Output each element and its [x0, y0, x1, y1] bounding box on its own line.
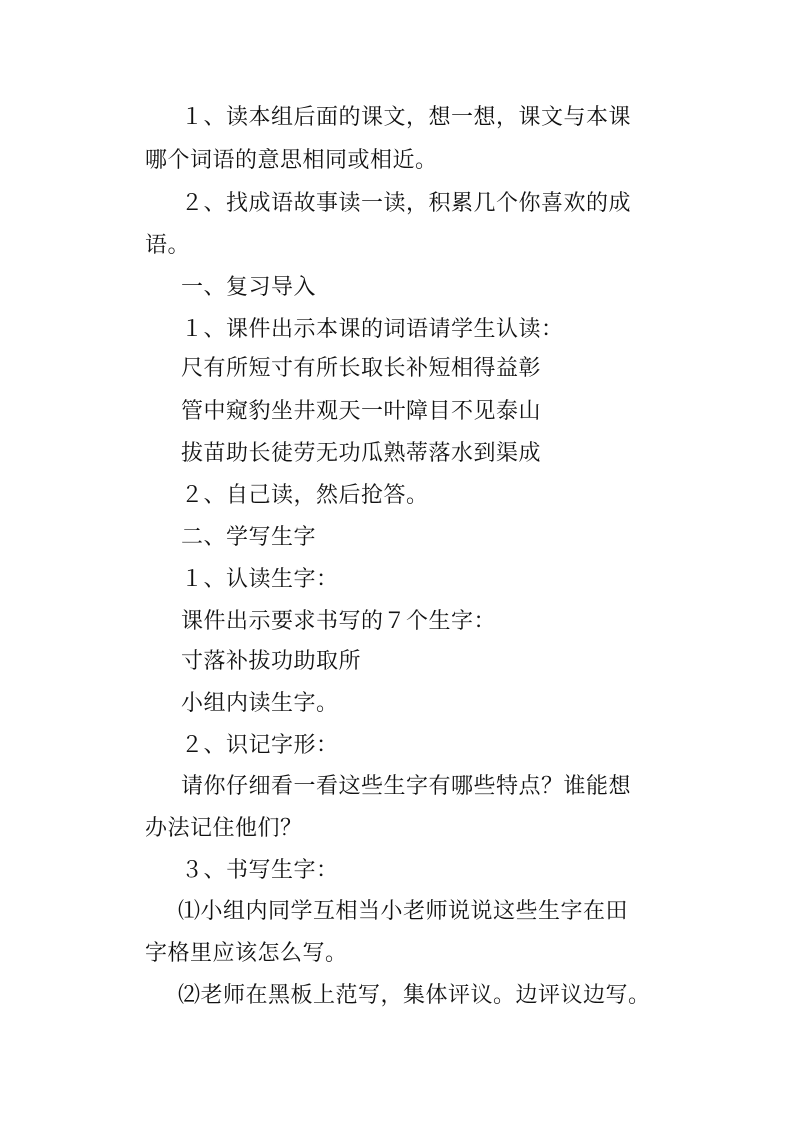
- text-line: 课件出示要求书写的７个生字：: [181, 609, 497, 634]
- text-line: 管中窥豹坐井观天一叶障目不见泰山: [181, 399, 542, 424]
- text-line: ⑴小组内同学互相当小老师说说这些生字在田: [178, 899, 629, 924]
- text-line: 尺有所短寸有所长取长补短相得益彰: [181, 356, 542, 381]
- text-line: 办法记住他们？: [145, 816, 303, 841]
- text-line: ２、识记字形：: [181, 733, 339, 758]
- text-line: 小组内读生字。: [181, 691, 339, 716]
- text-line: １、读本组后面的课文，想一想，课文与本课: [181, 105, 632, 130]
- text-line: 请你仔细看一看这些生字有哪些特点？谁能想: [181, 774, 632, 799]
- text-line: 字格里应该怎么写。: [145, 941, 348, 966]
- section-heading: 二、学写生字: [181, 525, 317, 550]
- text-line: ⑵老师在黑板上范写，集体评议。边评议边写。: [178, 983, 651, 1008]
- text-line: 拔苗助长徒劳无功瓜熟蒂落水到渠成: [181, 441, 542, 466]
- text-line: ３、书写生字：: [181, 858, 339, 883]
- text-line: ２、找成语故事读一读，积累几个你喜欢的成: [181, 191, 632, 216]
- text-line: １、课件出示本课的词语请学生认读：: [181, 317, 564, 342]
- section-heading: 一、复习导入: [181, 275, 317, 300]
- text-line: ２、自己读，然后抢答。: [181, 483, 429, 508]
- text-line: 语。: [145, 233, 191, 258]
- text-line: 寸落补拔功助取所: [181, 649, 362, 674]
- text-line: １、认读生字：: [181, 567, 339, 592]
- text-line: 哪个词语的意思相同或相近。: [145, 148, 438, 173]
